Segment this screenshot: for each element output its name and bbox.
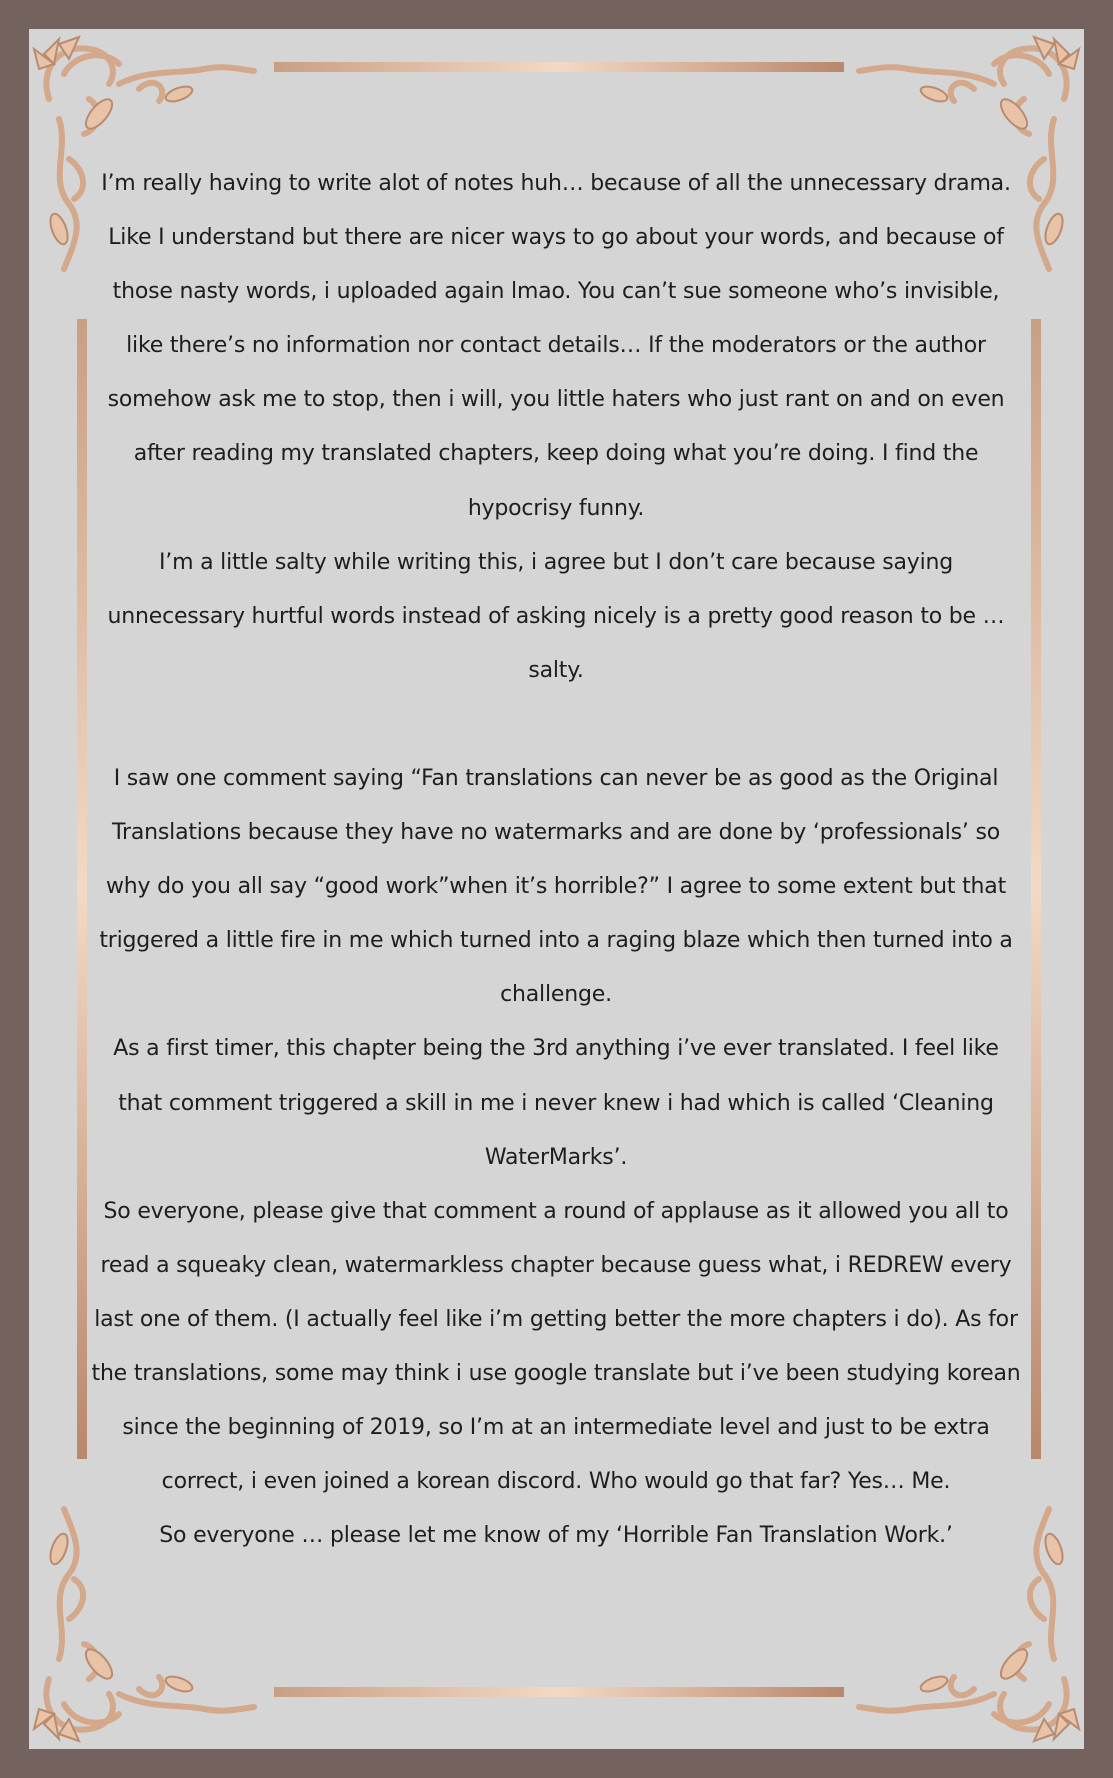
frame-left-border: [77, 319, 87, 1459]
note-paragraph: I saw one comment saying “Fan translations can never be as good as the Original Translations because they have no watermarks and are done by ‘professionals’ so why do you all say “good work”when it’s horrible?” I agree to some extent but that triggered a little fire in me which turned into a raging blaze which then turned into a challenge.: [99, 765, 1013, 1008]
frame-bottom-border: [274, 1687, 844, 1697]
frame-right-border: [1031, 319, 1041, 1459]
note-paragraph: I’m really having to write alot of notes huh… because of all the unnecessary drama. Like I understand but there are nicer ways to go about your words, and because of those nasty words, i uploaded again lmao. You can’t sue someone who’s invisible, like there’s no information nor contact details… If the moderators or the author somehow ask me to stop, then i will, you little haters who just rant on and on even after reading my translated chapters, keep doing what you’re doing. I find the hypocrisy funny.: [101, 171, 1011, 521]
paragraph-spacer: [91, 698, 1021, 752]
note-paragraph: So everyone … please let me know of my ‘Horrible Fan Translation Work.’: [159, 1523, 953, 1549]
frame-top-border: [274, 62, 844, 72]
note-panel: [29, 29, 1084, 1749]
note-paragraph: So everyone, please give that comment a round of applause as it allowed you all to read a squeaky clean, watermarkless chapter because guess what, i REDREW every last one of them. (I actually feel like i’m getting better the more chapters i do). As for the translations, some may think i use google translate but i’ve been studying korean since the beginning of 2019, so I’m at an intermediate level and just to be extra correct, i even joined a korean discord. Who would go that far? Yes… Me.: [91, 1198, 1021, 1495]
note-paragraph: As a first timer, this chapter being the 3rd anything i’ve ever translated. I feel like that comment triggered a skill in me i never knew i had which is called ‘Cleaning WaterMarks’.: [113, 1036, 999, 1170]
translator-note: [91, 157, 1021, 1563]
note-paragraph: I’m a little salty while writing this, i agree but I don’t care because saying unnecessary hurtful words instead of asking nicely is a pretty good reason to be … salty.: [107, 549, 1005, 683]
